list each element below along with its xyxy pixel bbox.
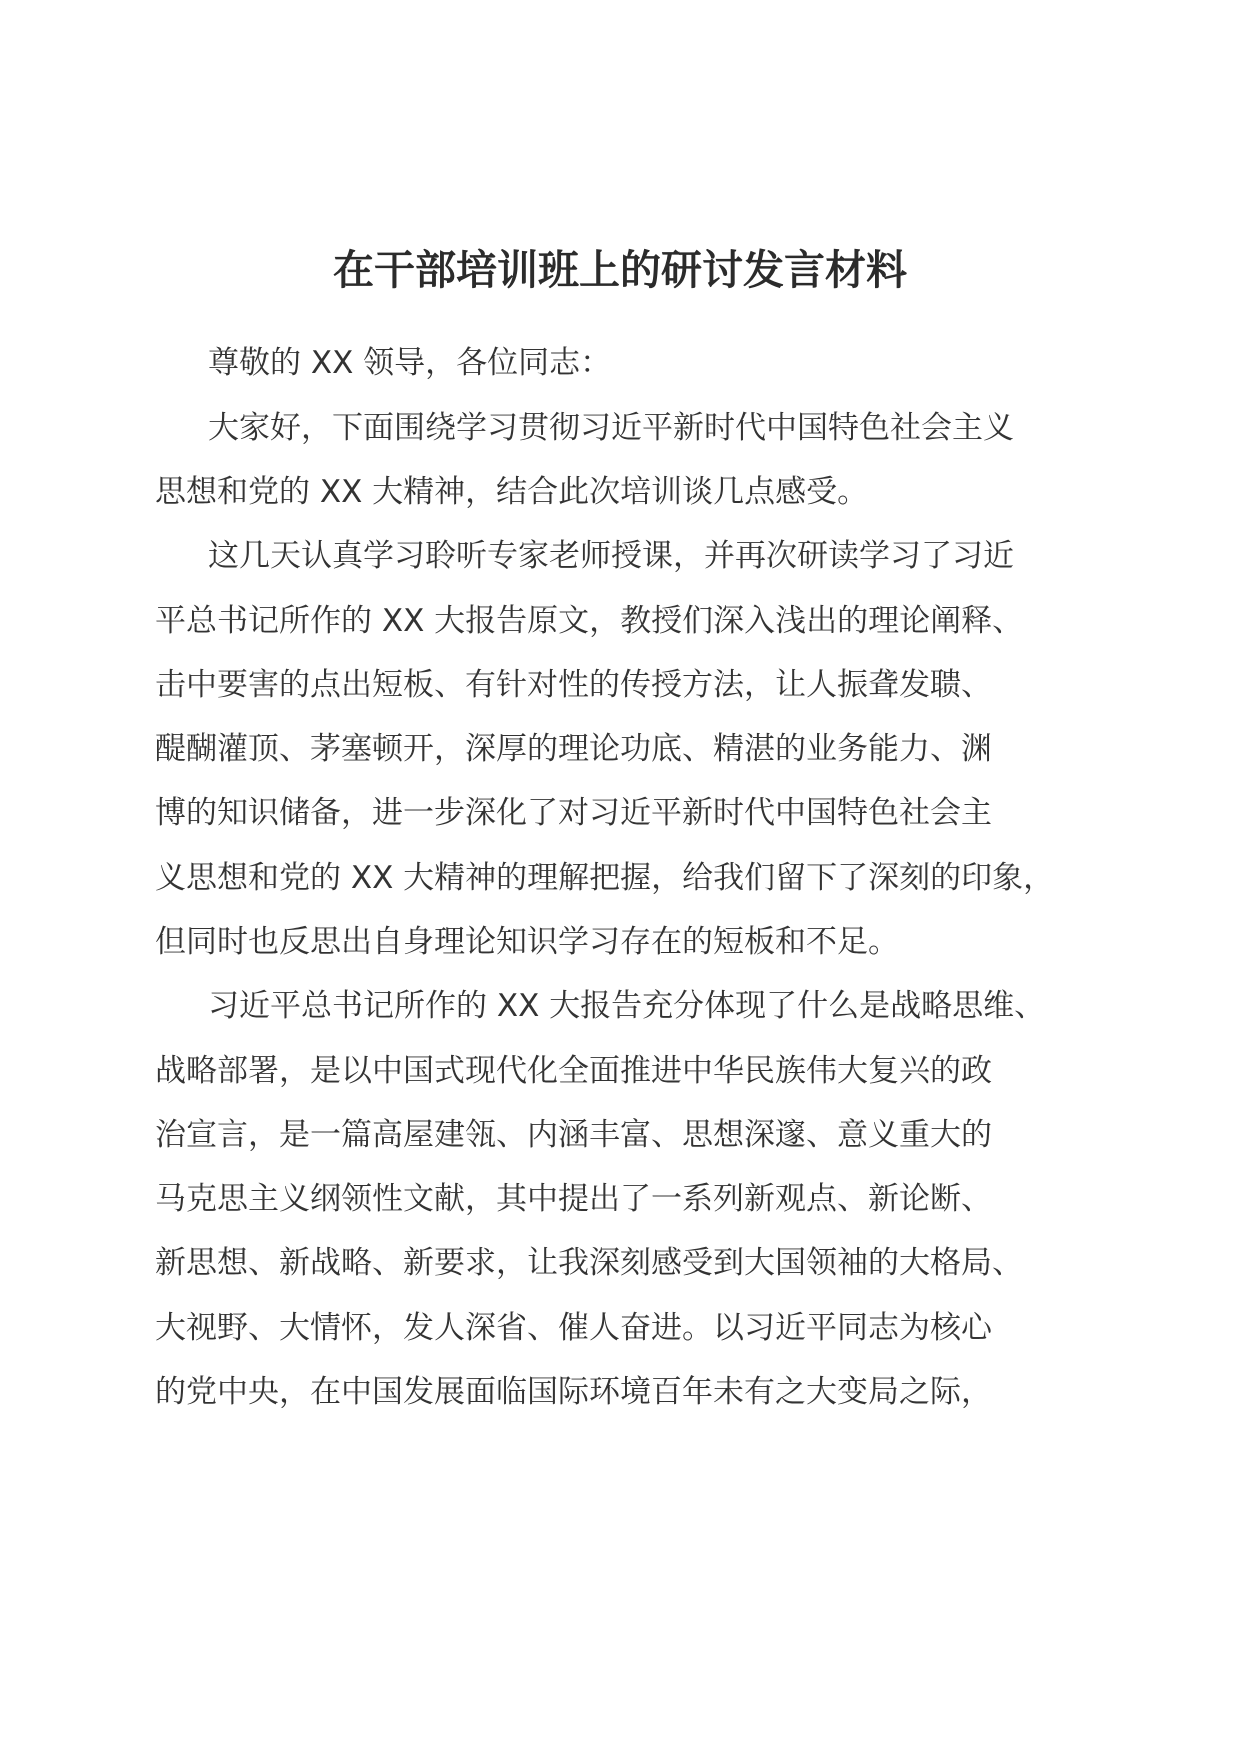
paragraph-line: 醍醐灌顶、茅塞顿开，深厚的理论功底、精湛的业务能力、渊 (155, 731, 992, 767)
paragraph-line: 大视野、大情怀，发人深省、催人奋进。以习近平同志为核心 (155, 1310, 992, 1346)
paragraph-line: 击中要害的点出短板、有针对性的传授方法，让人振聋发聩、 (155, 667, 992, 703)
paragraph-line: 的党中央，在中国发展面临国际环境百年未有之大变局之际， (155, 1374, 992, 1410)
paragraph-line: 习近平总书记所作的 XX 大报告充分体现了什么是战略思维、 (208, 988, 1046, 1024)
paragraph-line: 这几天认真学习聆听专家老师授课，并再次研读学习了习近 (208, 538, 1014, 574)
paragraph-line: 治宣言，是一篇高屋建瓴、内涵丰富、思想深邃、意义重大的 (155, 1117, 992, 1153)
paragraph-line: 博的知识储备，进一步深化了对习近平新时代中国特色社会主 (155, 795, 992, 831)
paragraph-line: 战略部署，是以中国式现代化全面推进中华民族伟大复兴的政 (155, 1053, 992, 1089)
paragraph-line: 大家好，下面围绕学习贯彻习近平新时代中国特色社会主义 (208, 410, 1014, 446)
document-title: 在干部培训班上的研讨发言材料 (333, 246, 907, 294)
paragraph-line: 但同时也反思出自身理论知识学习存在的短板和不足。 (155, 924, 899, 960)
paragraph-line: 思想和党的 XX 大精神，结合此次培训谈几点感受。 (155, 474, 869, 510)
paragraph-line: 义思想和党的 XX 大精神的理解把握，给我们留下了深刻的印象， (155, 860, 1055, 896)
paragraph-line: 平总书记所作的 XX 大报告原文，教授们深入浅出的理论阐释、 (155, 603, 1024, 639)
paragraph-line: 马克思主义纲领性文献，其中提出了一系列新观点、新论断、 (155, 1181, 992, 1217)
paragraph-line: 新思想、新战略、新要求，让我深刻感受到大国领袖的大格局、 (155, 1245, 1023, 1281)
salutation-line: 尊敬的 XX 领导，各位同志： (208, 345, 612, 381)
